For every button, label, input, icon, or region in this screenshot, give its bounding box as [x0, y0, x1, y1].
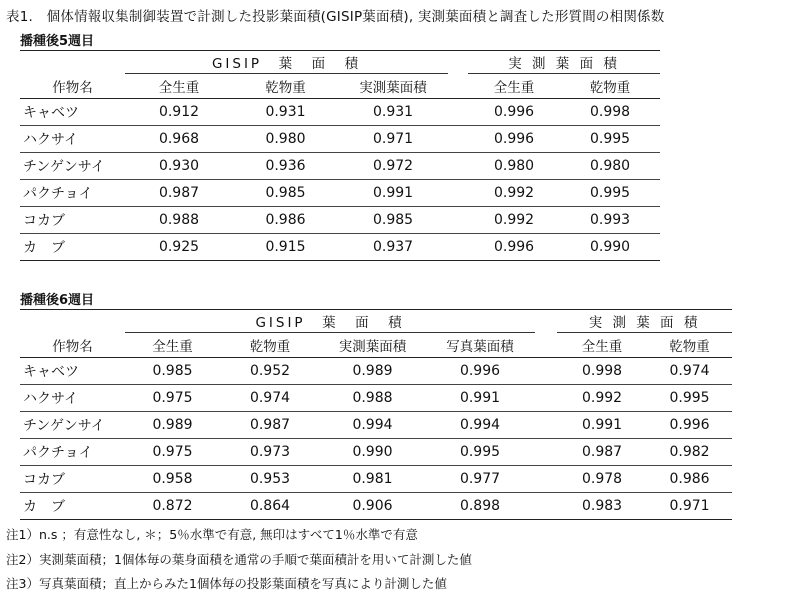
- table-cell: 0.931: [233, 99, 338, 126]
- column-header: 実測葉面積: [338, 74, 448, 99]
- correlation-table-week5: [20, 50, 660, 261]
- table-cell: 0.987: [220, 412, 320, 439]
- column-header: 乾物重: [647, 333, 732, 358]
- footnote-1: 注1）n.s ；有意性なし, ＊；5％水準で有意, 無印はすべて1％水準で有意: [6, 527, 418, 542]
- table-cell: 0.977: [425, 466, 535, 493]
- table-cell: 0.990: [560, 234, 660, 261]
- table-cell: 0.996: [468, 234, 560, 261]
- section-title-week5: 播種後5週目: [20, 34, 95, 49]
- table-cell: 0.912: [125, 99, 233, 126]
- table-cell: 0.972: [338, 153, 448, 180]
- column-header: 写真葉面積: [425, 333, 535, 358]
- table-row: [20, 439, 732, 466]
- table-cell: 0.987: [125, 180, 233, 207]
- table-cell: 0.992: [468, 207, 560, 234]
- column-header: 全生重: [125, 333, 220, 358]
- table-cell: 0.983: [557, 493, 647, 520]
- group-header-actual: 実 測 葉 面 積: [468, 51, 660, 74]
- table-cell: 0.953: [220, 466, 320, 493]
- table-cell: 0.985: [125, 358, 220, 385]
- table-cell: 0.931: [338, 99, 448, 126]
- table-cell: 0.995: [560, 126, 660, 153]
- table-row: [20, 126, 660, 153]
- table-cell: 0.974: [220, 385, 320, 412]
- table-cell: 0.996: [468, 126, 560, 153]
- table-row: [20, 412, 732, 439]
- table-cell: 0.995: [647, 385, 732, 412]
- table-cell: 0.981: [320, 466, 425, 493]
- table-cell: 0.991: [338, 180, 448, 207]
- table-cell: 0.985: [233, 180, 338, 207]
- table-row: [20, 99, 660, 126]
- table-cell: 0.975: [125, 385, 220, 412]
- table-cell: 0.937: [338, 234, 448, 261]
- table-cell: 0.978: [557, 466, 647, 493]
- table-row: [20, 234, 660, 261]
- table-cell: 0.906: [320, 493, 425, 520]
- table-row: [20, 385, 732, 412]
- table-cell: 0.989: [125, 412, 220, 439]
- correlation-table-week6: [20, 309, 732, 520]
- table-cell: 0.925: [125, 234, 233, 261]
- table-cell: 0.864: [220, 493, 320, 520]
- table-cell: 0.995: [425, 439, 535, 466]
- crop-name: キャベツ: [20, 358, 125, 385]
- crop-name: カ ブ: [20, 234, 125, 261]
- table-cell: 0.930: [125, 153, 233, 180]
- table-cell: 0.988: [320, 385, 425, 412]
- table-row: [20, 466, 732, 493]
- column-header: 全生重: [468, 74, 560, 99]
- crop-name: ハクサイ: [20, 126, 125, 153]
- table-cell: 0.936: [233, 153, 338, 180]
- column-header: 乾物重: [220, 333, 320, 358]
- table-cell: 0.986: [647, 466, 732, 493]
- table-cell: 0.991: [425, 385, 535, 412]
- table-cell: 0.994: [425, 412, 535, 439]
- table-row: [20, 207, 660, 234]
- crop-name: チンゲンサイ: [20, 412, 125, 439]
- table-row: [20, 493, 732, 520]
- table-cell: 0.996: [468, 99, 560, 126]
- table-cell: 0.991: [557, 412, 647, 439]
- table-cell: 0.974: [647, 358, 732, 385]
- table-cell: 0.995: [560, 180, 660, 207]
- table-cell: 0.993: [560, 207, 660, 234]
- table-cell: 0.968: [125, 126, 233, 153]
- crop-name: パクチョイ: [20, 439, 125, 466]
- table-cell: 0.872: [125, 493, 220, 520]
- column-header-row: [20, 74, 660, 99]
- table-cell: 0.988: [125, 207, 233, 234]
- column-header: 実測葉面積: [320, 333, 425, 358]
- table-cell: 0.992: [557, 385, 647, 412]
- crop-name: コカブ: [20, 466, 125, 493]
- table-cell: 0.975: [125, 439, 220, 466]
- column-header: 乾物重: [233, 74, 338, 99]
- table-row: [20, 358, 732, 385]
- table-cell: 0.996: [425, 358, 535, 385]
- column-header: 作物名: [20, 74, 125, 99]
- table-cell: 0.958: [125, 466, 220, 493]
- group-header-gisip: GISIP 葉 面 積: [125, 51, 448, 74]
- crop-name: ハクサイ: [20, 385, 125, 412]
- crop-name: コカブ: [20, 207, 125, 234]
- crop-name: カ ブ: [20, 493, 125, 520]
- table-row: [20, 180, 660, 207]
- table-cell: 0.986: [233, 207, 338, 234]
- column-header: 作物名: [20, 333, 125, 358]
- table-cell: 0.980: [468, 153, 560, 180]
- table-cell: 0.980: [233, 126, 338, 153]
- crop-name: パクチョイ: [20, 180, 125, 207]
- table-cell: 0.992: [468, 180, 560, 207]
- table-cell: 0.898: [425, 493, 535, 520]
- table-cell: 0.971: [647, 493, 732, 520]
- table-cell: 0.996: [647, 412, 732, 439]
- group-header-gisip: GISIP 葉 面 積: [125, 310, 535, 333]
- footnote-2: 注2）実測葉面積；1個体毎の葉身面積を通常の手順で葉面積計を用いて計測した値: [6, 552, 472, 567]
- crop-name: キャベツ: [20, 99, 125, 126]
- footnote-3: 注3）写真葉面積；直上からみた1個体毎の投影葉面積を写真により計測した値: [6, 576, 447, 591]
- column-header: 乾物重: [560, 74, 660, 99]
- table-cell: 0.952: [220, 358, 320, 385]
- table-caption: 表1. 個体情報収集制御装置で計測した投影葉面積(GISIP葉面積), 実測葉面積と調査した形質間の相関係数: [6, 9, 665, 25]
- column-header-row: [20, 333, 732, 358]
- table-cell: 0.987: [557, 439, 647, 466]
- crop-name: チンゲンサイ: [20, 153, 125, 180]
- table-cell: 0.980: [560, 153, 660, 180]
- table-cell: 0.998: [557, 358, 647, 385]
- table-cell: 0.971: [338, 126, 448, 153]
- column-header: 全生重: [557, 333, 647, 358]
- table-row: [20, 153, 660, 180]
- table-cell: 0.990: [320, 439, 425, 466]
- table-cell: 0.982: [647, 439, 732, 466]
- table-cell: 0.973: [220, 439, 320, 466]
- table-cell: 0.989: [320, 358, 425, 385]
- column-header: 全生重: [125, 74, 233, 99]
- table-cell: 0.998: [560, 99, 660, 126]
- group-header-actual: 実 測 葉 面 積: [557, 310, 732, 333]
- table-cell: 0.985: [338, 207, 448, 234]
- section-title-week6: 播種後6週目: [20, 293, 95, 308]
- table-cell: 0.994: [320, 412, 425, 439]
- table-cell: 0.915: [233, 234, 338, 261]
